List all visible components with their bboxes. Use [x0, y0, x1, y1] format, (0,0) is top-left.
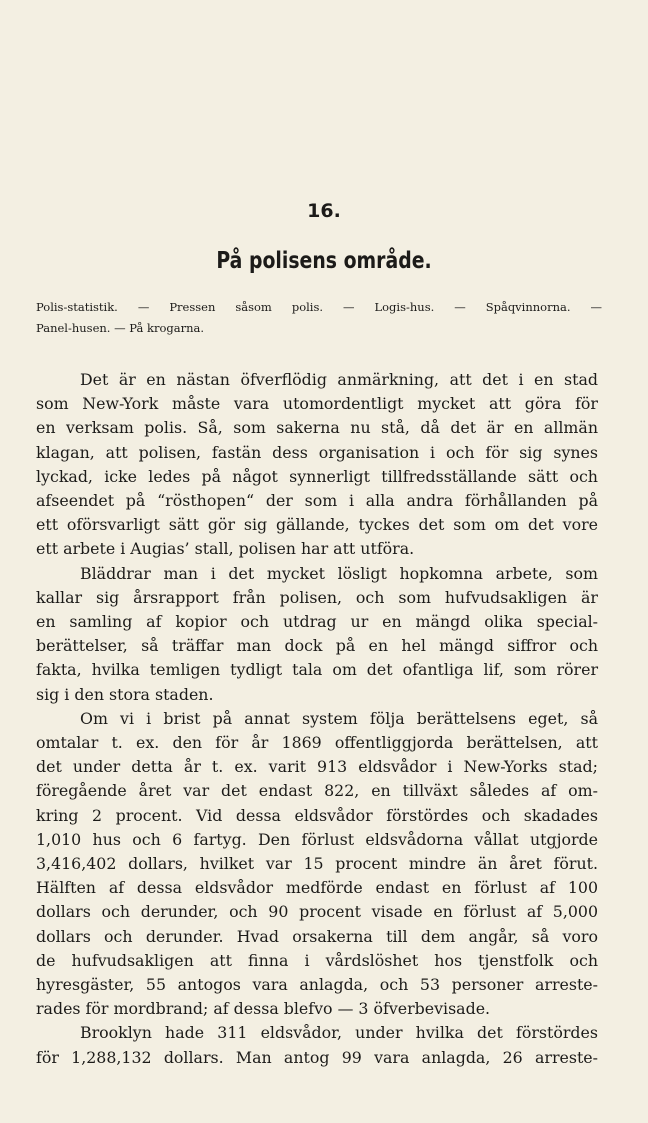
text-line: de hufvudsakligen att finna i vårdslöshet hos tjenstfolk och — [36, 950, 598, 970]
text-line: som New-York måste vara utomordentligt mycket att göra för — [36, 394, 598, 414]
text-line: berättelser, så träffar man dock på en hel mängd siffror och — [36, 636, 598, 656]
text-line: kallar sig årsrapport från polisen, och som hufvudsakligen är — [36, 587, 598, 607]
summary-line: Panel-husen. — På krogarna. — [36, 321, 205, 335]
text-line: rades för mordbrand; af dessa blefvo — 3 öfverbevisade. — [36, 999, 491, 1019]
text-line: för 1,288,132 dollars. Man antog 99 vara anlagda, 26 arreste- — [36, 1047, 598, 1067]
text-line: en verksam polis. Så, som sakerna nu stå, då det är en allmän — [36, 418, 598, 438]
chapter-summary — [36, 297, 602, 339]
text-line: omtalar t. ex. den för år 1869 offentliggjorda berättelsen, att — [36, 733, 598, 753]
chapter-title: På polisens område. — [216, 248, 432, 274]
text-line: fakta, hvilka temligen tydligt tala om det ofantliga lif, som rörer — [36, 660, 598, 680]
text-line: kring 2 procent. Vid dessa eldsvådor förstördes och skadades — [36, 805, 598, 825]
chapter-number: 16. — [307, 200, 341, 222]
text-line: en samling af kopior och utdrag ur en mängd olika special- — [36, 612, 598, 632]
text-line: lyckad, icke ledes på något synnerligt tillfredsställande sätt och — [36, 466, 598, 486]
text-line: Bläddrar man i det mycket lösligt hopkomna arbete, som — [80, 563, 598, 583]
text-line: hyresgäster, 55 antogos vara anlagda, och 53 personer arreste- — [36, 975, 598, 995]
text-line: klagan, att polisen, fastän dess organisation i och för sig synes — [36, 442, 598, 462]
body-text — [36, 368, 598, 1070]
summary-line: Polis-statistik. — Pressen såsom polis. — Logis-hus. — Spåqvinnorna. — — [36, 300, 602, 314]
text-line: Om vi i brist på annat system följa berättelsens eget, så — [80, 708, 598, 728]
text-line: dollars och derunder. Hvad orsakerna till dem angår, så voro — [36, 926, 598, 946]
text-line: Brooklyn hade 311 eldsvådor, under hvilka det förstördes — [80, 1023, 598, 1043]
text-line: ett arbete i Augias’ stall, polisen har att utföra. — [36, 539, 415, 559]
text-line: sig i den stora staden. — [36, 684, 214, 704]
text-line: Hälften af dessa eldsvådor medförde endast en förlust af 100 — [36, 878, 598, 898]
text-line: ett oförsvarligt sätt gör sig gällande, tyckes det som om det vore — [36, 515, 598, 535]
text-line: afseendet på “rösthopen“ der som i alla andra förhållanden på — [36, 491, 598, 511]
text-line: föregående året var det endast 822, en tillväxt således af om- — [36, 781, 598, 801]
text-line: 1,010 hus och 6 fartyg. Den förlust eldsvådorna vållat utgjorde — [36, 829, 598, 849]
text-line: 3,416,402 dollars, hvilket var 15 procent mindre än året förut. — [36, 854, 598, 874]
text-line: dollars och derunder, och 90 procent visade en förlust af 5,000 — [36, 902, 598, 922]
text-line: det under detta år t. ex. varit 913 eldsvådor i New-Yorks stad; — [36, 757, 598, 777]
text-line: Det är en nästan öfverflödig anmärkning, att det i en stad — [80, 370, 598, 389]
